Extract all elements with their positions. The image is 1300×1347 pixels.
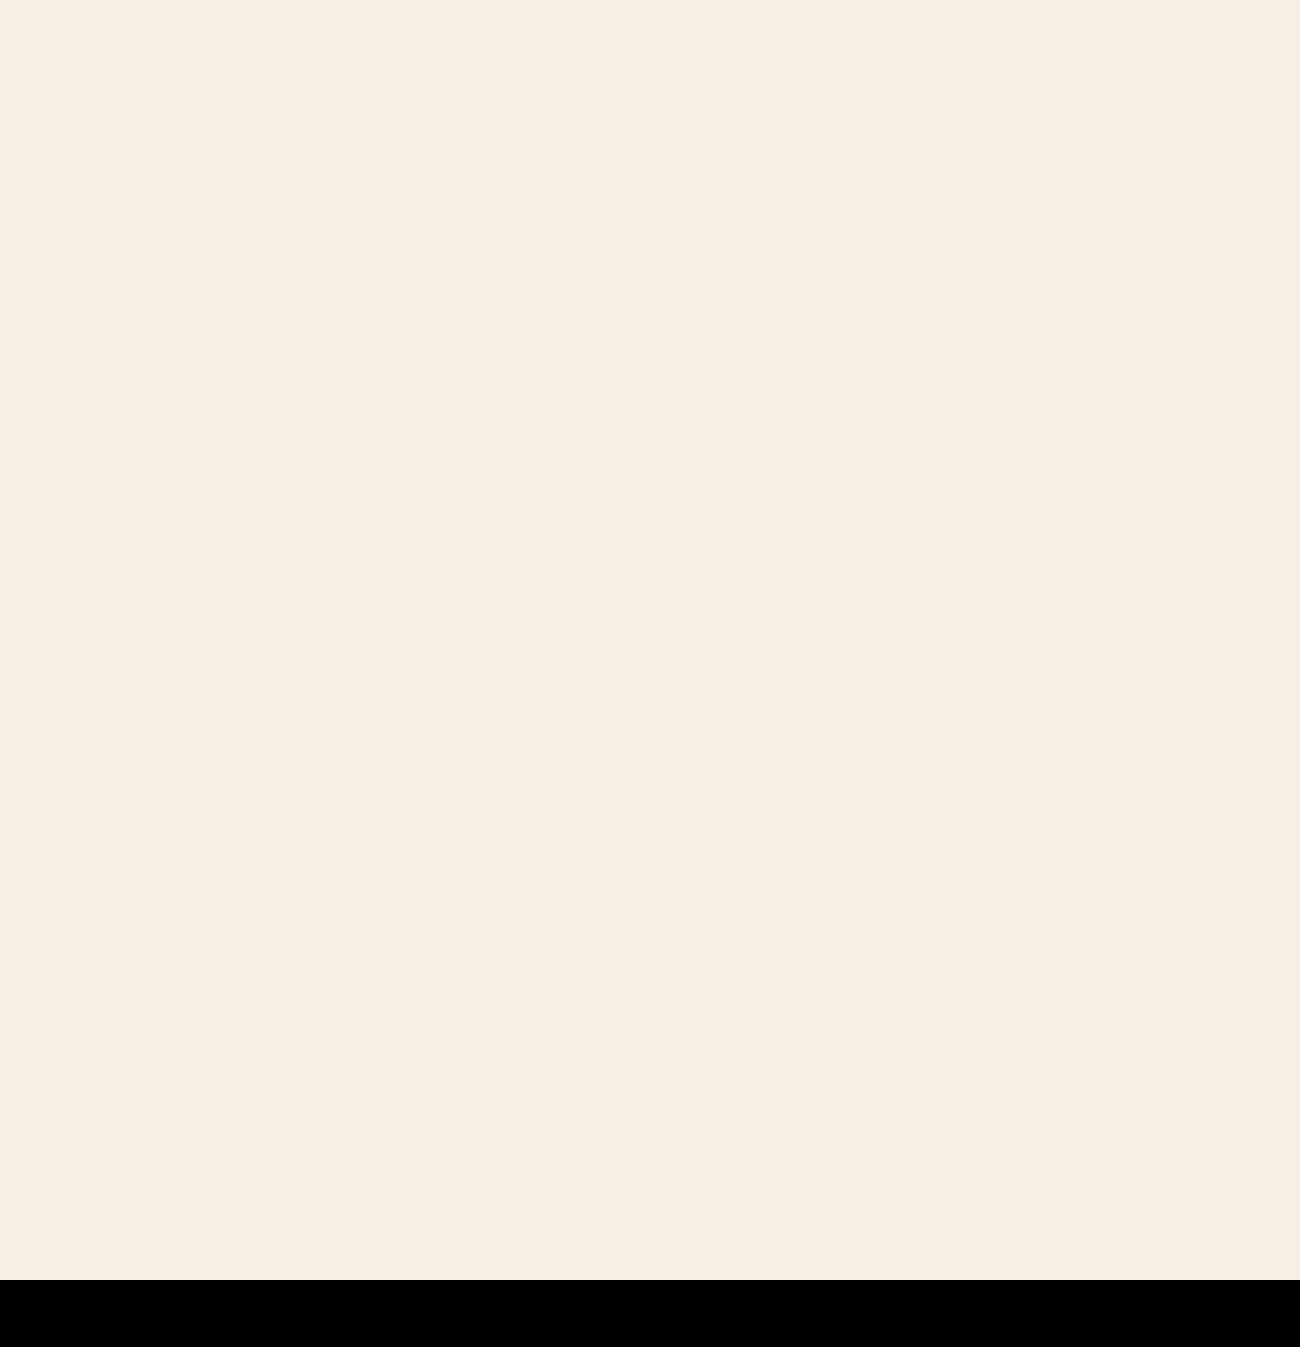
watermark-bar	[0, 1280, 1300, 1347]
sheet-header	[0, 22, 1300, 26]
